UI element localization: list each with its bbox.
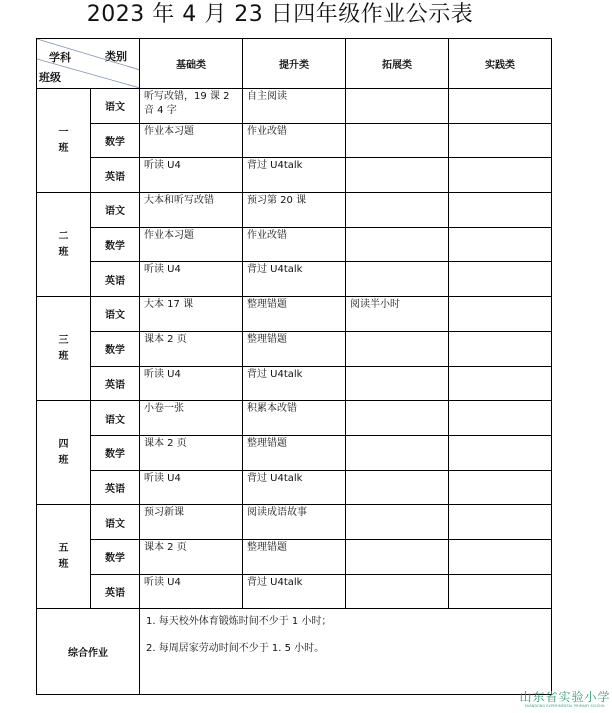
homework-cell-basic: 课本 2 页 — [140, 539, 243, 574]
homework-cell-basic: 听读 U4 — [140, 262, 243, 297]
homework-cell-advanced: 背过 U4talk — [243, 262, 346, 297]
homework-cell-practice — [449, 366, 552, 401]
homework-cell-practice — [449, 262, 552, 297]
subject-cell: 数学 — [91, 227, 140, 262]
homework-cell-practice — [449, 574, 552, 609]
homework-cell-practice — [449, 227, 552, 262]
homework-cell-extension: 阅读半小时 — [346, 297, 449, 332]
homework-cell-basic: 作业本习题 — [140, 227, 243, 262]
homework-cell-advanced: 预习第 20 课 — [243, 193, 346, 228]
subject-cell: 英语 — [91, 158, 140, 193]
subject-cell: 语文 — [91, 297, 140, 332]
summary-row — [37, 609, 552, 695]
subject-cell: 语文 — [91, 193, 140, 228]
table-row — [37, 539, 552, 574]
table-row — [37, 435, 552, 470]
homework-cell-extension — [346, 366, 449, 401]
homework-cell-extension — [346, 435, 449, 470]
homework-cell-basic: 听读 U4 — [140, 158, 243, 193]
class-label-cell: 四 班 — [37, 401, 91, 505]
school-logo-subtitle: SHANDONG EXPERIMENTAL PRIMARY SCHOOL — [524, 704, 606, 708]
homework-cell-advanced: 作业改错 — [243, 227, 346, 262]
homework-cell-basic: 听写改错，19 课 2 音 4 字 — [140, 89, 243, 124]
subject-cell: 语文 — [91, 401, 140, 436]
table-row — [37, 505, 552, 540]
header-row — [37, 39, 552, 89]
table-row — [37, 89, 552, 124]
homework-cell-extension — [346, 401, 449, 436]
homework-cell-advanced: 背过 U4talk — [243, 366, 346, 401]
page-title: 2023 年 4 月 23 日四年级作业公示表 — [86, 2, 474, 27]
subject-cell: 数学 — [91, 123, 140, 158]
summary-label-cell: 综合作业 — [37, 609, 140, 695]
homework-cell-practice — [449, 193, 552, 228]
homework-cell-extension — [346, 262, 449, 297]
homework-cell-extension — [346, 158, 449, 193]
subject-cell: 数学 — [91, 435, 140, 470]
homework-cell-basic: 听读 U4 — [140, 574, 243, 609]
table-row — [37, 262, 552, 297]
homework-cell-extension — [346, 505, 449, 540]
homework-cell-practice — [449, 435, 552, 470]
homework-cell-practice — [449, 539, 552, 574]
class-label-cell: 一 班 — [37, 89, 91, 193]
table-row — [37, 123, 552, 158]
subject-cell: 英语 — [91, 262, 140, 297]
homework-cell-practice — [449, 505, 552, 540]
summary-item: 2. 每周居家劳动时间不少于 1. 5 小时。 — [146, 643, 325, 655]
homework-cell-advanced: 整理错题 — [243, 539, 346, 574]
subject-cell: 语文 — [91, 505, 140, 540]
table-row — [37, 158, 552, 193]
homework-cell-extension — [346, 470, 449, 505]
homework-cell-advanced: 阅读成语故事 — [243, 505, 346, 540]
table-row — [37, 193, 552, 228]
subject-cell: 数学 — [91, 539, 140, 574]
subject-cell: 数学 — [91, 331, 140, 366]
corner-class-label: 班级 — [39, 71, 61, 84]
column-header-advanced: 提升类 — [243, 39, 346, 89]
subject-cell: 英语 — [91, 470, 140, 505]
homework-cell-advanced: 作业改错 — [243, 123, 346, 158]
homework-cell-basic: 预习新课 — [140, 505, 243, 540]
homework-cell-basic: 小卷一张 — [140, 401, 243, 436]
homework-cell-advanced: 自主阅读 — [243, 89, 346, 124]
homework-cell-extension — [346, 574, 449, 609]
column-header-extension: 拓展类 — [346, 39, 449, 89]
summary-content-cell — [140, 609, 552, 695]
table-row — [37, 574, 552, 609]
homework-cell-practice — [449, 89, 552, 124]
homework-cell-practice — [449, 123, 552, 158]
homework-cell-basic: 大本和听写改错 — [140, 193, 243, 228]
table-row — [37, 401, 552, 436]
class-label-cell: 三 班 — [37, 297, 91, 401]
homework-cell-advanced: 背过 U4talk — [243, 158, 346, 193]
summary-item: 1. 每天校外体育锻炼时间不少于 1 小时； — [146, 616, 332, 628]
column-header-practice: 实践类 — [449, 39, 552, 89]
homework-cell-extension — [346, 193, 449, 228]
homework-cell-practice — [449, 297, 552, 332]
table-row — [37, 366, 552, 401]
homework-cell-extension — [346, 539, 449, 574]
homework-cell-practice — [449, 158, 552, 193]
homework-cell-basic: 大本 17 课 — [140, 297, 243, 332]
homework-table — [36, 38, 552, 695]
homework-cell-extension — [346, 123, 449, 158]
homework-cell-extension — [346, 89, 449, 124]
homework-cell-practice — [449, 331, 552, 366]
homework-cell-advanced: 背过 U4talk — [243, 574, 346, 609]
homework-cell-extension — [346, 331, 449, 366]
class-label-cell: 五 班 — [37, 505, 91, 609]
homework-cell-practice — [449, 470, 552, 505]
subject-cell: 英语 — [91, 366, 140, 401]
school-logo — [519, 690, 611, 709]
table-row — [37, 470, 552, 505]
subject-cell: 英语 — [91, 574, 140, 609]
homework-cell-basic: 课本 2 页 — [140, 331, 243, 366]
homework-cell-basic: 课本 2 页 — [140, 435, 243, 470]
corner-header-cell — [37, 39, 140, 89]
class-label-cell: 二 班 — [37, 193, 91, 297]
table-row — [37, 297, 552, 332]
corner-category-label: 类别 — [105, 50, 127, 63]
homework-cell-extension — [346, 227, 449, 262]
homework-cell-basic: 听读 U4 — [140, 366, 243, 401]
homework-cell-practice — [449, 401, 552, 436]
homework-cell-advanced: 积累本改错 — [243, 401, 346, 436]
table-row — [37, 227, 552, 262]
table-row — [37, 331, 552, 366]
school-logo-name: 山东省实验小学 — [519, 690, 611, 704]
corner-subject-label: 学科 — [49, 51, 71, 64]
subject-cell: 语文 — [91, 89, 140, 124]
homework-cell-advanced: 整理错题 — [243, 331, 346, 366]
homework-cell-basic: 作业本习题 — [140, 123, 243, 158]
homework-cell-advanced: 整理错题 — [243, 297, 346, 332]
column-header-basic: 基础类 — [140, 39, 243, 89]
homework-cell-advanced: 背过 U4talk — [243, 470, 346, 505]
homework-cell-basic: 听读 U4 — [140, 470, 243, 505]
homework-cell-advanced: 整理错题 — [243, 435, 346, 470]
